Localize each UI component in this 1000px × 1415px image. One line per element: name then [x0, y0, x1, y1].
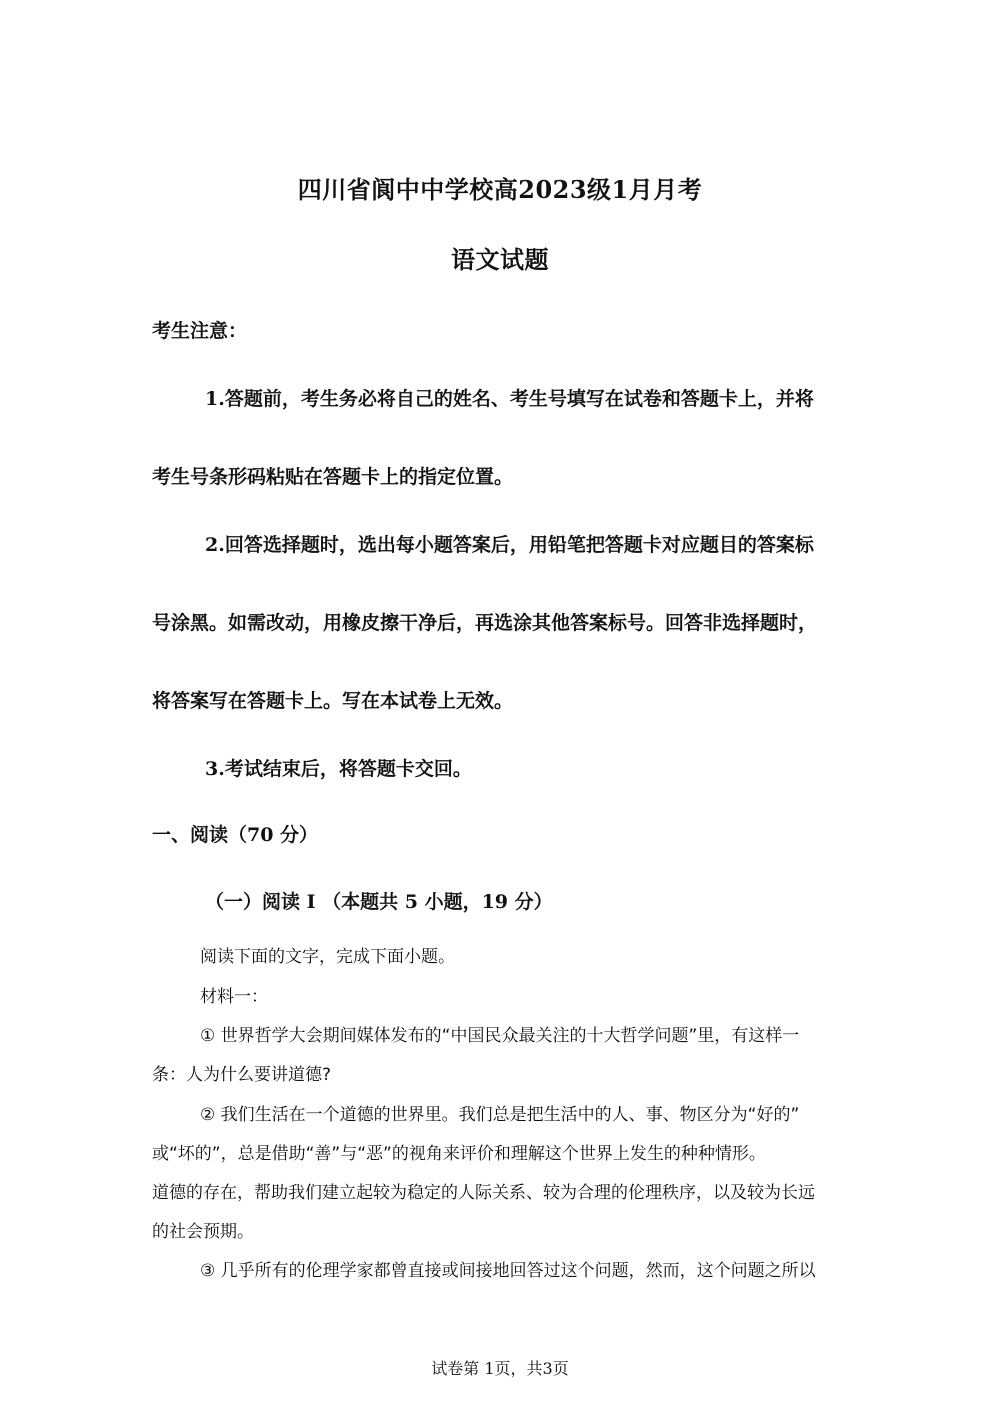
notice-item-1-line-1: 1.答题前，考生务必将自己的姓名、考生号填写在试卷和答题卡上，并将 — [205, 388, 814, 410]
exam-title: 四川省阆中中学校高2023级1月月考 — [297, 175, 703, 204]
reading-instruction: 阅读下面的文字，完成下面小题。 — [200, 947, 455, 967]
paragraph-1-line-1: ① 世界哲学大会期间媒体发布的“中国民众最关注的十大哲学问题”里，有这样一 — [200, 1026, 800, 1046]
material-label: 材料一： — [200, 987, 268, 1007]
notice-item-3-line-1: 3.考试结束后，将答题卡交回。 — [205, 758, 472, 780]
paragraph-2-line-1: ② 我们生活在一个道德的世界里。我们总是把生活中的人、事、物区分为“好的” — [200, 1105, 800, 1125]
notice-item-1-line-2: 考生号条形码粘贴在答题卡上的指定位置。 — [152, 466, 514, 488]
notice-heading: 考生注意： — [152, 320, 248, 342]
section-subheading: （一）阅读 I （本题共 5 小题，19 分） — [205, 891, 553, 913]
paragraph-2-line-3: 道德的存在，帮助我们建立起较为稳定的人际关系、较为合理的伦理秩序，以及较为长远 — [152, 1183, 815, 1203]
paragraph-3-line-1: ③ 几乎所有的伦理学家都曾直接或间接地回答过这个问题，然而，这个问题之所以 — [200, 1261, 816, 1281]
page-footer: 试卷第 1页，共3页 — [431, 1359, 569, 1378]
exam-subtitle: 语文试题 — [451, 245, 549, 274]
section-heading: 一、阅读（70 分） — [152, 824, 319, 846]
notice-item-2-line-1: 2.回答选择题时，选出每小题答案后，用铅笔把答题卡对应题目的答案标 — [205, 534, 814, 556]
paragraph-2-line-4: 的社会预期。 — [152, 1222, 254, 1242]
paragraph-2-line-2: 或“坏的”，总是借助“善”与“恶”的视角来评价和理解这个世界上发生的种种情形。 — [152, 1144, 766, 1164]
notice-item-2-line-3: 将答案写在答题卡上。写在本试卷上无效。 — [152, 690, 514, 712]
notice-item-2-line-2: 号涂黑。如需改动，用橡皮擦干净后，再选涂其他答案标号。回答非选择题时， — [152, 612, 818, 634]
paragraph-1-line-2: 条：人为什么要讲道德? — [152, 1065, 332, 1085]
